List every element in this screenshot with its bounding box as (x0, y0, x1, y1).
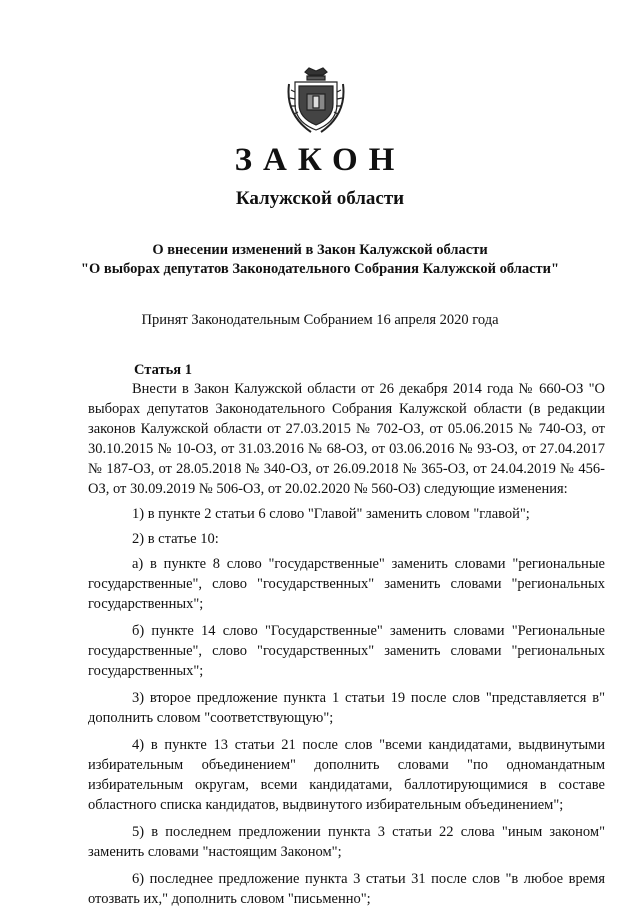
coat-of-arms-icon (287, 66, 345, 134)
law-heading-line-1: О внесении изменений в Закон Калужской области (152, 242, 488, 258)
paragraph-item-2b: б) пункте 14 слово "Государственные" заменить словами "Региональные государственные", слово "государственных" заменить словами "региональных государственных"; (88, 623, 605, 679)
article-heading: Статья 1 (134, 362, 192, 378)
law-heading-line-2: "О выборах депутатов Законодательного Собрания Калужской области" (80, 261, 560, 277)
adoption-date-line: Принят Законодательным Собранием 16 апреля 2020 года (141, 312, 499, 328)
paragraph-item-3: 3) второе предложение пункта 1 статьи 19 после слов "представляется в" дополнить словом "соответствующую"; (88, 690, 605, 726)
paragraph-item-2a: а) в пункте 8 слово "государственные" заменить словами "региональные государственные", слово "государственных" заменить словами "региональных государственных"; (88, 556, 605, 612)
paragraph-item-2: 2) в статье 10: (132, 531, 219, 547)
document-subtitle: Калужской области (235, 188, 405, 209)
document-title: ЗАКОН (234, 142, 406, 178)
paragraph-intro: Внести в Закон Калужской области от 26 декабря 2014 года № 660-ОЗ "О выборах депутатов Законодательного Собрания Калужской области (в редакции законов Калужской области от 27.03.2015 № 702-ОЗ, от 05.06.2015 № 740-ОЗ, от 30.10.2015 № 10-ОЗ, от 31.03.2016 № 68-ОЗ, от 03.06.2016 № 93-ОЗ, от 27.04.2017 № 187-ОЗ, от 28.05.2018 № 340-ОЗ, от 26.09.2018 № 365-ОЗ, от 24.04.2019 № 456-ОЗ, от 30.09.2019 № 506-ОЗ, от 20.02.2020 № 560-ОЗ) следующие изменения: (88, 381, 605, 497)
paragraph-item-6: 6) последнее предложение пункта 3 статьи 31 после слов "в любое время отозвать их," дополнить словом "письменно"; (88, 871, 605, 907)
paragraph-item-1: 1) в пункте 2 статьи 6 слово "Главой" заменить словом "главой"; (132, 506, 530, 522)
paragraph-item-5: 5) в последнем предложении пункта 3 статьи 22 слова "иным законом" заменить словами "настоящим Законом"; (88, 824, 605, 860)
paragraph-item-4: 4) в пункте 13 статьи 21 после слов "всеми кандидатами, выдвинутыми избирательным объединением" дополнить словами "по одномандатным избирательным округам, всеми кандидатами, баллотирующимися в составе областного списка кандидатов, выдвинутого избирательным объединением"; (88, 737, 605, 813)
article-body (88, 379, 605, 909)
